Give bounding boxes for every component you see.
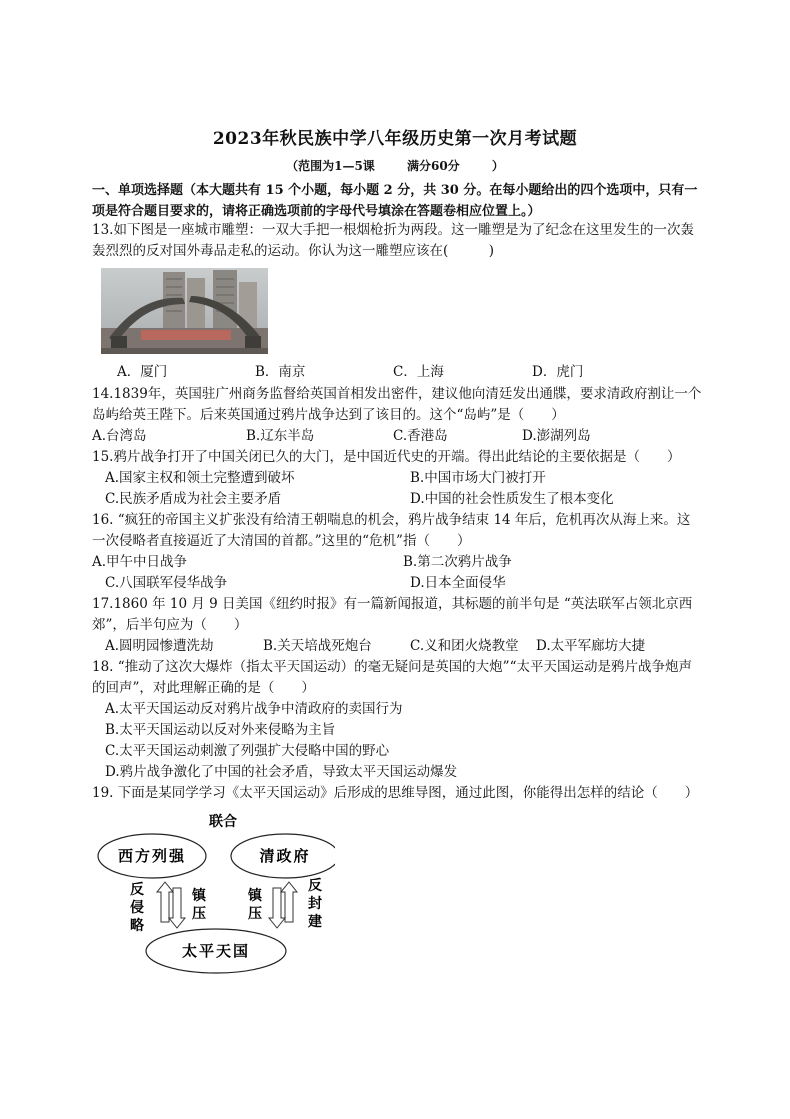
question-13-stem: 13.如下图是一座城市雕塑：一双大手把一根烟枪折为两段。这一雕塑是为了纪念在这里发生的一次轰轰烈烈的反对国外毒品走私的运动。你认为这一雕塑应该在( ) <box>92 222 694 259</box>
label-fan-right: 反 <box>308 878 322 894</box>
q16-option-b: B.第二次鸦片战争 <box>403 554 512 570</box>
q17-option-b: B.关天培战死炮台 <box>263 638 372 654</box>
q13-option-b: B．南京 <box>255 364 306 380</box>
right-double-arrow <box>269 882 297 928</box>
q14-option-b: B.辽东半岛 <box>246 428 315 444</box>
q13-option-d: D．虎门 <box>532 364 584 380</box>
q15-option-a: A.国家主权和领土完整遭到破坏 <box>105 470 295 486</box>
question-16-stem: 16. “疯狂的帝国主义扩张没有给清王朝喘息的机会，鸦片战争结束 14 年后，危机再次从海上来。这一次侵略者直接逼近了大清国的首都。”这里的“危机”指（ ） <box>92 512 691 549</box>
q17-option-d: D.太平军廊坊大捷 <box>536 638 646 654</box>
question-14-stem: 14.1839年，英国驻广州商务监督给英国首相发出密件，建议他向清廷发出通牒，要求清政府割让一个岛屿给英王陛下。后来英国通过鸦片战争达到了该目的。这个“岛屿”是（ ） <box>92 386 702 423</box>
q17-option-c: C.义和团火烧教堂 <box>410 638 519 654</box>
q13-option-a: A．厦门 <box>117 364 168 380</box>
right-down-label <box>248 887 263 922</box>
question-15-stem: 15.鸦片战争打开了中国关闭已久的大门，是中国近代史的开端。得出此结论的主要依据是（ ） <box>92 449 681 465</box>
question-19-stem: 19. 下面是某同学学习《太平天国运动》后形成的思维导图，通过此图，你能得出怎样的结论（ ） <box>92 785 699 801</box>
q15-option-b: B.中国市场大门被打开 <box>410 470 546 486</box>
left-down-label <box>192 887 207 922</box>
label-lue: 略 <box>130 918 144 934</box>
page-title: 2023年秋民族中学八年级历史第一次月考试题 <box>212 129 578 149</box>
q15-option-c: C.民族矛盾成为社会主要矛盾 <box>105 491 282 507</box>
q13-option-c: C．上海 <box>393 364 444 380</box>
right-up-label <box>308 877 322 930</box>
scope-range: （范围为1—5课 <box>286 159 375 173</box>
q18-option-c: C.太平天国运动刺激了列强扩大侵略中国的野心 <box>105 743 390 759</box>
q18-option-b: B.太平天国运动以反对外来侵略为主旨 <box>105 722 336 738</box>
q16-option-a: A.甲午中日战争 <box>92 554 188 570</box>
node-western-powers: 西方列强 <box>117 847 187 865</box>
q18-option-a: A.太平天国运动反对鸦片战争中清政府的卖国行为 <box>105 701 403 717</box>
scope-score: 满分60分 <box>406 159 460 173</box>
scope-close: ） <box>491 159 504 173</box>
mind-map-diagram <box>95 810 335 975</box>
left-up-label <box>130 881 145 934</box>
q14-option-c: C.香港岛 <box>393 428 448 444</box>
left-double-arrow <box>157 882 185 928</box>
label-feng: 封 <box>308 896 322 912</box>
q16-option-c: C.八国联军侵华战争 <box>105 575 228 591</box>
sculpture-photo <box>101 268 268 354</box>
q14-option-d: D.澎湖列岛 <box>522 428 591 444</box>
section-heading: 一、单项选择题（本大题共有 15 个小题，每小题 2 分，共 30 分。在每小题给出的四个选项中，只有一项是符合题目要求的，请将正确选项前的字母代号填涂在答题卷相应位置上。） <box>92 183 698 219</box>
label-qin: 侵 <box>130 900 144 916</box>
exam-scope <box>0 157 790 174</box>
diagram-top-label: 联合 <box>209 814 237 830</box>
q16-option-d: D.日本全面侵华 <box>410 575 506 591</box>
q17-option-a: A.圆明园惨遭洗劫 <box>105 638 214 654</box>
sculpture-image <box>101 268 268 354</box>
label-fan: 反 <box>130 882 144 898</box>
q18-option-d: D.鸦片战争激化了中国的社会矛盾，导致太平天国运动爆发 <box>105 764 458 780</box>
label-zhen-right: 镇 <box>248 888 262 904</box>
label-ya-right: 压 <box>248 906 262 922</box>
question-18-stem: 18. “推动了这次大爆炸（指太平天国运动）的毫无疑问是英国的大炮”“太平天国运动是鸦片战争炮声的回声”，对此理解正确的是（ ） <box>92 659 692 696</box>
label-jian: 建 <box>308 914 322 930</box>
q15-option-d: D.中国的社会性质发生了根本变化 <box>410 491 614 507</box>
label-ya-left: 压 <box>192 906 206 922</box>
question-17-stem: 17.1860 年 10 月 9 日美国《纽约时报》有一篇新闻报道，其标题的前半句是 “英法联军占领北京西郊”，后半句应为（ ） <box>92 596 693 633</box>
q14-option-a: A.台湾岛 <box>92 428 147 444</box>
node-taiping: 太平天国 <box>181 942 251 960</box>
label-zhen-left: 镇 <box>192 888 206 904</box>
node-qing-government: 清政府 <box>259 847 311 865</box>
